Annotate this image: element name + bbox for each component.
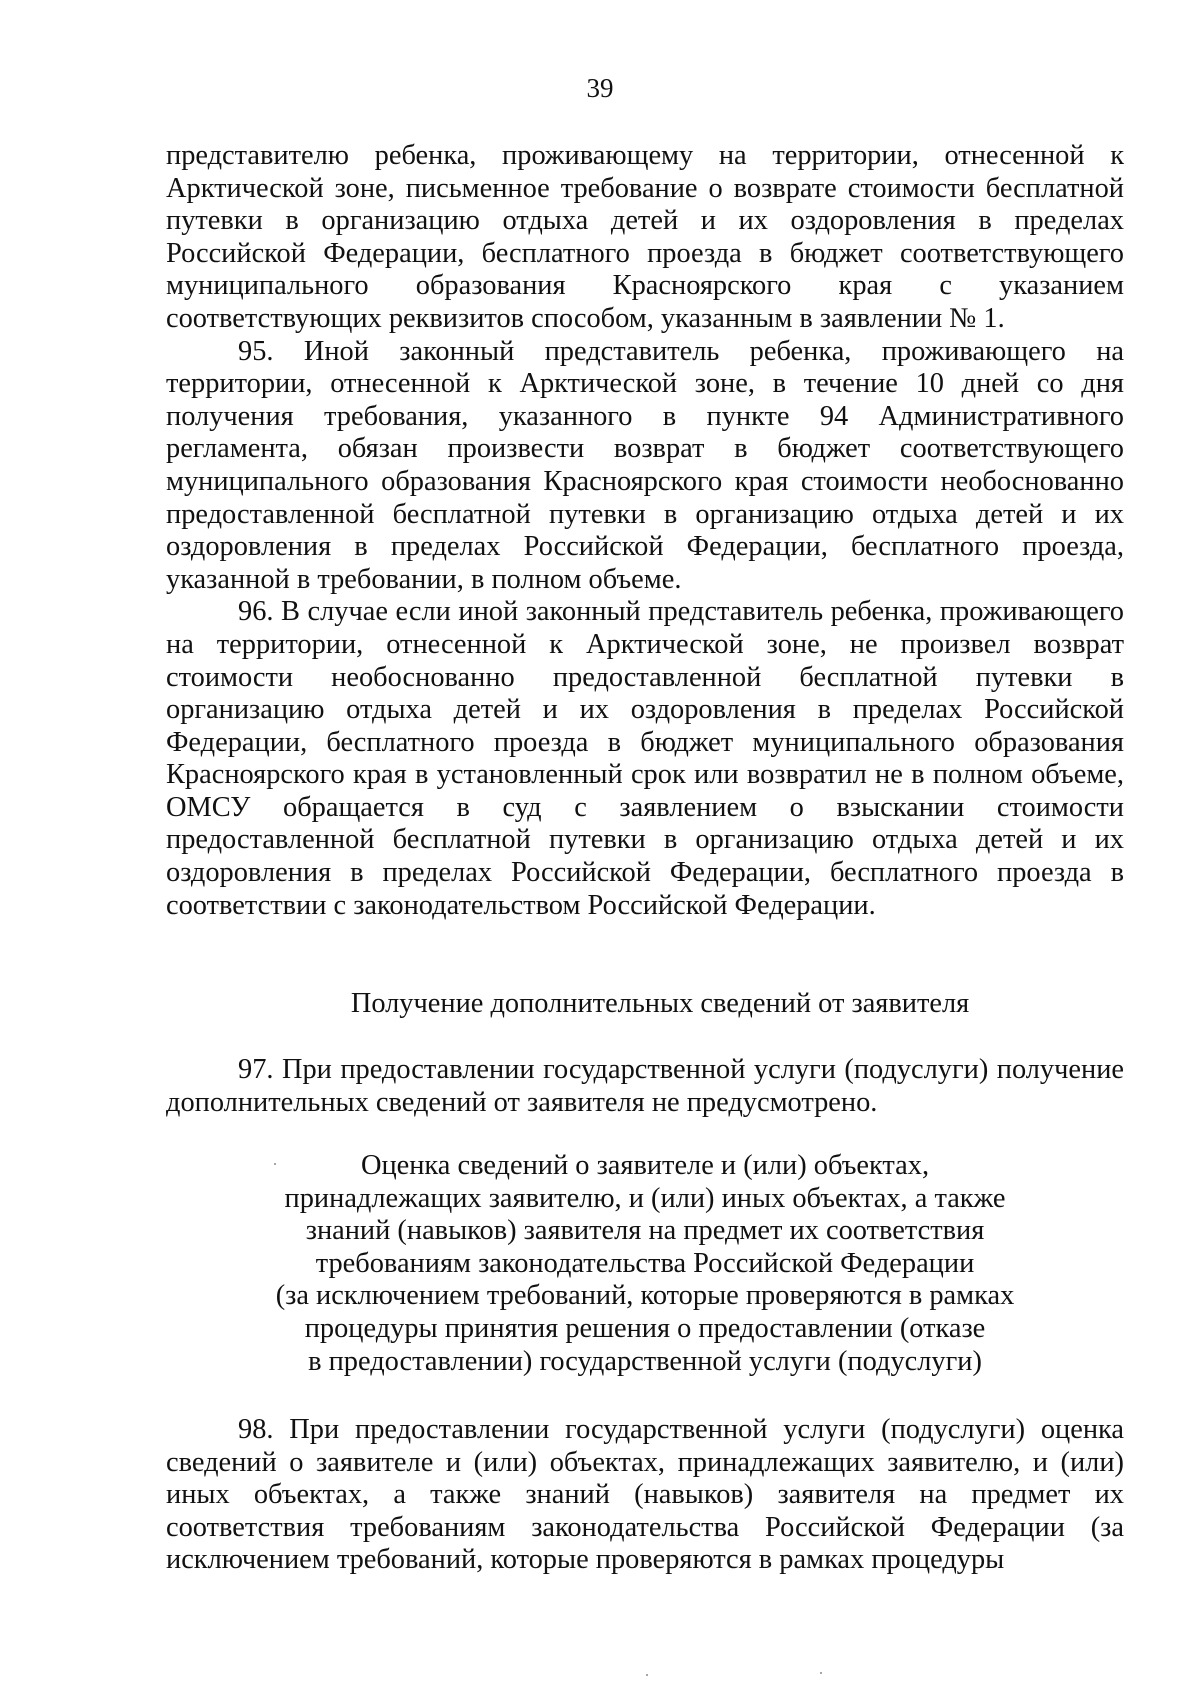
- heading-line: требованиям законодательства Российской Федерации: [315, 1247, 975, 1279]
- heading-line: Оценка сведений о заявителе и (или) объектах,: [360, 1150, 930, 1181]
- paragraph-97-block: [166, 1054, 1124, 1119]
- scan-speck: [274, 1163, 276, 1165]
- heading-line: (за исключением требований, которые проверяются в рамках: [275, 1280, 1015, 1312]
- scan-speck: [646, 1674, 648, 1676]
- heading-line: знаний (навыков) заявителя на предмет их соответствия: [305, 1215, 985, 1247]
- heading-line: в предоставлении) государственной услуги (подуслуги): [308, 1345, 982, 1377]
- section-heading-additional-info: Получение дополнительных сведений от заявителя: [350, 988, 970, 1019]
- paragraph-98: 98. При предоставлении государственной услуги (подуслуги) оценка сведений о заявителе и (или) объектах, принадлежащих заявителю, и (или) иных объектах, а также знаний (навыков) заявителя на предмет их соответствия требованиям законодательства Российской Федерации (за исключением требований, которые проверяются в рамках процедуры: [166, 1414, 1124, 1576]
- heading-line: процедуры принятия решения о предоставлении (отказе: [304, 1312, 986, 1344]
- paragraph-98-block: [166, 1414, 1124, 1577]
- paragraph-95: 95. Иной законный представитель ребенка, проживающего на территории, отнесенной к Арктической зоне, в течение 10 дней со дня получения требования, указанного в пункте 94 Административного регламента, обязан произвести возврат в бюджет соответствующего муниципального образования Красноярского края стоимости необоснованно предоставленной бесплатной путевки в организацию отдыха детей и их оздоровления в пределах Российской Федерации, бесплатного проезда, указанной в требовании, в полном объеме.: [166, 335, 1124, 595]
- heading-line: принадлежащих заявителю, и (или) иных объектах, а также: [284, 1182, 1006, 1214]
- paragraph-continuation: представителю ребенка, проживающему на территории, отнесенной к Арктической зоне, письменное требование о возврате стоимости бесплатной путевки в организацию отдыха детей и их оздоровления в пределах Российской Федерации, бесплатного проезда в бюджет соответствующего муниципального образования Красноярского края с указанием соответствующих реквизитов способом, указанным в заявлении № 1.: [166, 140, 1124, 334]
- paragraph-96: 96. В случае если иной законный представитель ребенка, проживающего на территории, отнесенной к Арктической зоне, не произвел возврат стоимости необоснованно предоставленной бесплатной путевки в организацию отдыха детей и их оздоровления в пределах Российской Федерации, бесплатного проезда в бюджет муниципального образования Красноярского края в установленный срок или возвратил не в полном объеме, ОМСУ обращается в суд с заявлением о взыскании стоимости предоставленной бесплатной путевки в организацию отдыха детей и их оздоровления в пределах Российской Федерации, бесплатного проезда в соответствии с законодательством Российской Федерации.: [166, 596, 1124, 921]
- body-text-block: [166, 140, 1124, 922]
- paragraph-97: 97. При предоставлении государственной услуги (подуслуги) получение дополнительных сведений от заявителя не предусмотрено.: [166, 1054, 1124, 1118]
- section-heading-assessment: [166, 1150, 1124, 1378]
- page-number: 39: [586, 73, 614, 103]
- scan-speck: [820, 1672, 822, 1674]
